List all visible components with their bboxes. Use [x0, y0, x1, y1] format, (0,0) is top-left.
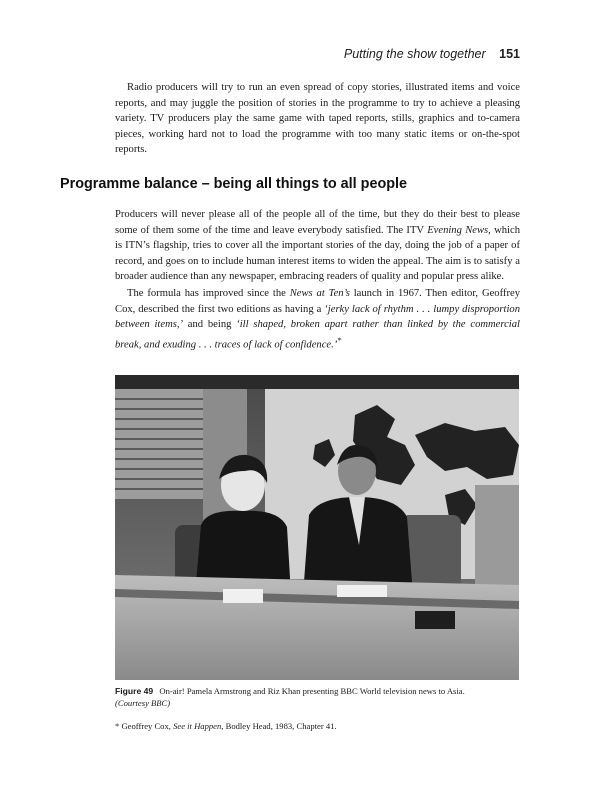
p2-text-a: Producers will never please all of the people all of the time, but they do their best to please some of them some of the time and leave everybody satisfied. The ITV	[115, 209, 520, 236]
p3-text-e: and being	[183, 319, 237, 331]
desk-paper-left	[223, 589, 263, 603]
running-head	[344, 47, 520, 61]
p3-news-at-ten: News at Ten’s	[289, 288, 350, 299]
figure-label: Figure 49	[115, 686, 154, 696]
footnote	[115, 720, 520, 732]
footnote-marker: *	[337, 334, 342, 345]
desk-paper-right	[337, 585, 387, 597]
running-head-title: Putting the show together	[343, 47, 486, 61]
desk-monitor	[415, 611, 455, 629]
footnote-text-a: Geoffrey Cox,	[119, 721, 174, 731]
marble-pillar-right	[475, 485, 519, 595]
paragraph-producers	[115, 207, 520, 285]
figure-photo	[115, 375, 519, 680]
figure-caption	[115, 685, 520, 709]
paragraph-radio-producers: Radio producers will try to run an even spread of copy stories, illustrated items and voice reports, and may juggle the position of stories in the programme to try to achieve a pleasing variety. TV producers play the same game with taped reports, stills, graphics and to-camera pieces, working hard not to load the programme with too many static items or on-the-spot reports.	[115, 82, 520, 156]
p3-text-c: launch in 1967. Then editor, Geoffrey Cox, described the first two editions as having a	[115, 288, 520, 315]
p2-evening-news: Evening News	[427, 224, 489, 236]
p3-text-a: The formula has improved since the	[127, 288, 290, 299]
p3-quote-1: ‘jerky lack of rhythm . . . lumpy disproportion between items,’	[115, 303, 520, 331]
footnote-book-title: See it Happen	[173, 721, 222, 731]
ceiling-band	[115, 375, 519, 389]
section-heading: Programme balance – being all things to all people	[60, 176, 408, 192]
news-desk	[115, 575, 519, 680]
footnote-text-c: , Bodley Head, 1983, Chapter 41.	[221, 721, 337, 731]
newsroom-photo-illustration	[115, 375, 519, 680]
paragraph-formula	[115, 286, 520, 353]
figure-credit: (Courtesy BBC)	[115, 698, 171, 708]
p2-text-c: , which is ITN’s flagship, tries to cover all the important stories of the day, doing the job of a paper of record, and goes on to include human interest items to widen the appeal. The aim is to satisfy a broader audience than any newspaper, embracing readers of quality and popular press alike.	[115, 224, 520, 283]
figure-caption-text: On-air! Pamela Armstrong and Riz Khan presenting BBC World television news to Asia.	[159, 686, 465, 696]
page-number: 151	[499, 47, 520, 61]
window-blinds	[115, 389, 203, 499]
p3-quote-2: ‘ill shaped, broken apart rather than linked by the commercial break, and exuding . . . traces of lack of confidence.’	[115, 319, 520, 351]
footnote-mark: *	[115, 721, 120, 731]
